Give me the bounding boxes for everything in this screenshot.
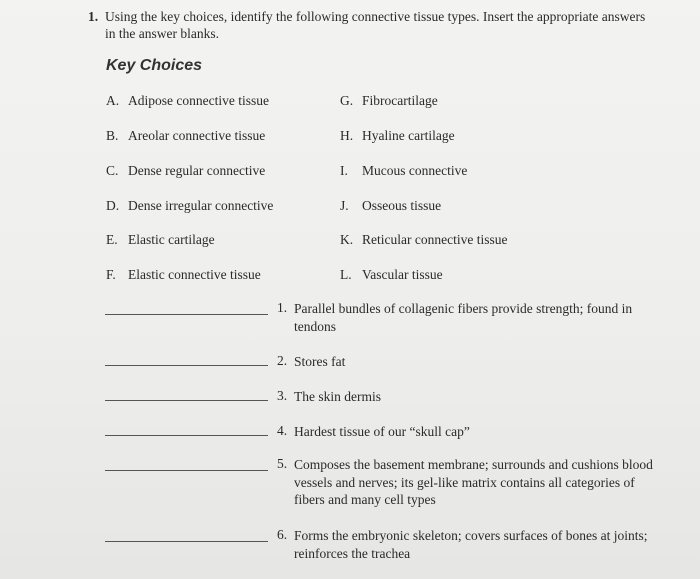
item-number: 6. xyxy=(277,527,288,542)
key-choice-e xyxy=(106,232,215,248)
item-number: 4. xyxy=(277,423,288,438)
key-choice-l xyxy=(340,267,443,283)
key-choice-b xyxy=(106,128,265,144)
item-text: Parallel bundles of collagenic fibers provide strength; found in tendons xyxy=(294,301,633,334)
key-choice-g xyxy=(340,93,438,109)
question-text: Using the key choices, identify the following connective tissue types. Insert the appropriate answers in the answer blanks. xyxy=(105,9,646,41)
key-choice-c xyxy=(106,163,265,179)
choice-letter: G. xyxy=(340,93,354,108)
choice-label: Reticular connective tissue xyxy=(362,232,508,247)
choice-label: Dense regular connective xyxy=(128,163,266,178)
item-number: 1. xyxy=(277,300,288,315)
choice-letter: B. xyxy=(106,128,119,143)
choice-label: Mucous connective xyxy=(362,163,468,178)
choice-letter: C. xyxy=(106,163,119,178)
question-prompt xyxy=(88,8,648,42)
choice-letter: F. xyxy=(106,267,116,282)
item-number: 3. xyxy=(277,388,288,403)
key-choice-h xyxy=(340,128,455,144)
item-number: 5. xyxy=(277,456,288,471)
key-choice-d xyxy=(106,198,273,214)
choice-label: Dense irregular connective xyxy=(128,198,274,213)
key-choice-a xyxy=(106,93,269,109)
choice-label: Hyaline cartilage xyxy=(362,128,455,143)
item-text: Composes the basement membrane; surrounds and cushions blood vessels and nerves; its gel-like matrix contains all categories of fibers and many cell types xyxy=(294,457,653,507)
choice-label: Osseous tissue xyxy=(362,198,442,213)
answer-blank-2[interactable] xyxy=(105,365,268,366)
key-choice-k xyxy=(340,232,507,248)
item-text: Stores fat xyxy=(294,354,346,369)
choice-letter: A. xyxy=(106,93,120,108)
choice-letter: E. xyxy=(106,232,118,247)
choice-letter: J. xyxy=(340,198,349,213)
choice-letter: K. xyxy=(340,232,354,247)
key-choice-f xyxy=(106,267,261,283)
key-choices-heading: Key Choices xyxy=(106,57,203,74)
choice-label: Areolar connective tissue xyxy=(128,128,266,143)
choice-letter: I. xyxy=(340,163,348,178)
answer-blank-6[interactable] xyxy=(105,541,268,542)
question-number: 1. xyxy=(88,9,99,24)
choice-letter: D. xyxy=(106,198,120,213)
choice-label: Vascular tissue xyxy=(362,267,443,282)
key-choice-i xyxy=(340,163,467,179)
item-text: Hardest tissue of our “skull cap” xyxy=(294,424,470,439)
choice-label: Fibrocartilage xyxy=(362,93,438,108)
choice-letter: H. xyxy=(340,128,354,143)
key-choice-j xyxy=(340,198,441,214)
choice-letter: L. xyxy=(340,267,352,282)
item-text: The skin dermis xyxy=(294,389,381,404)
choice-label: Adipose connective tissue xyxy=(128,93,269,108)
choice-label: Elastic cartilage xyxy=(128,232,215,247)
answer-blank-3[interactable] xyxy=(105,400,268,401)
item-text: Forms the embryonic skeleton; covers surfaces of bones at joints; reinforces the trachea xyxy=(294,528,648,561)
choice-label: Elastic connective tissue xyxy=(128,267,261,282)
answer-blank-5[interactable] xyxy=(105,470,268,471)
answer-blank-1[interactable] xyxy=(105,314,268,315)
item-number: 2. xyxy=(277,353,288,368)
answer-blank-4[interactable] xyxy=(105,435,268,436)
